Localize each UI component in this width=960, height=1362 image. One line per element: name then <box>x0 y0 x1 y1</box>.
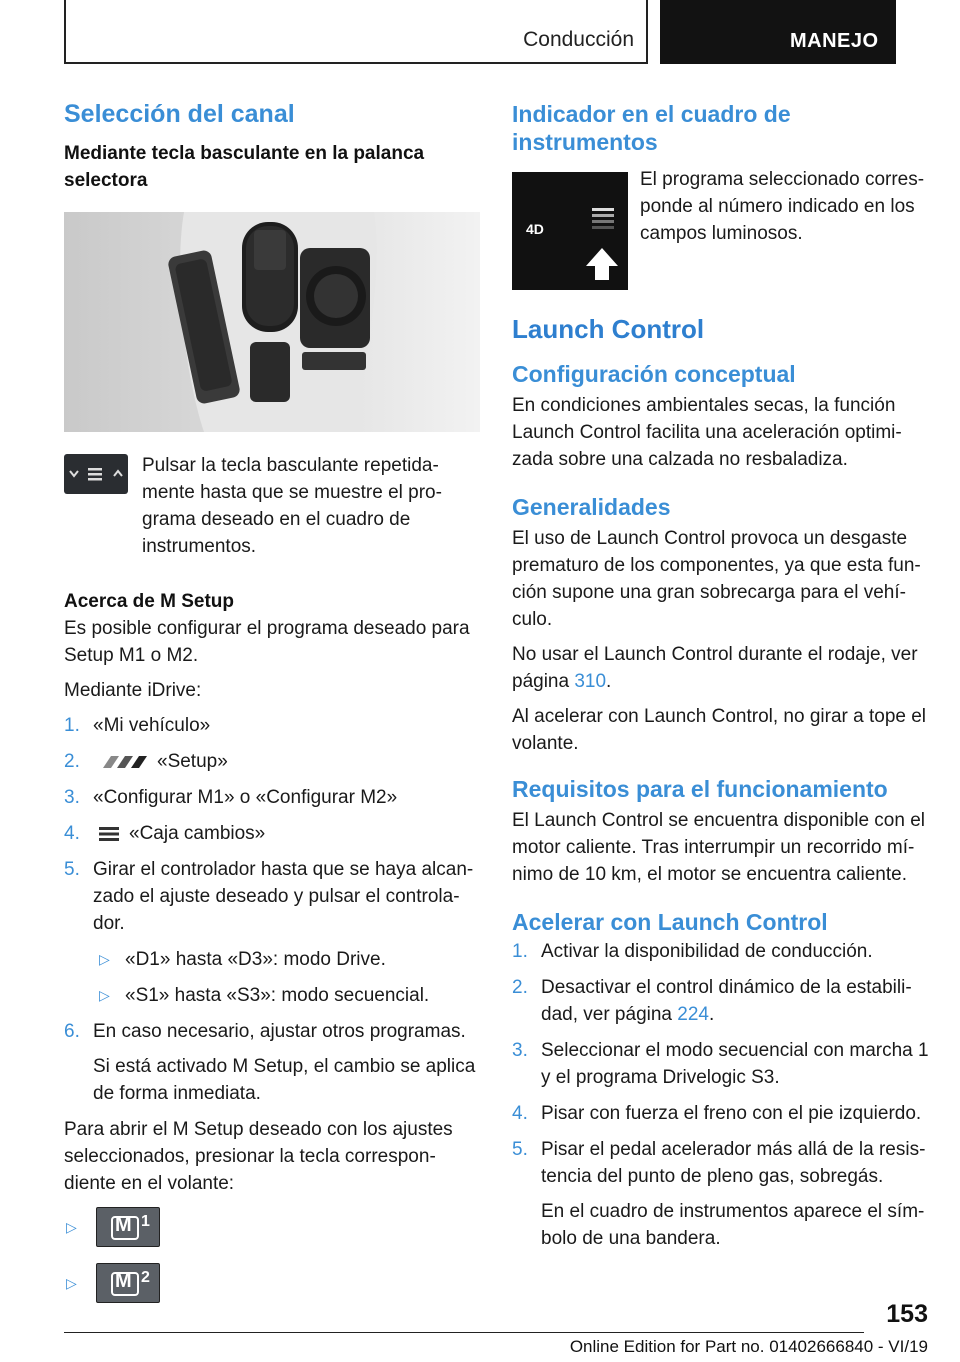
m-stripes-icon <box>99 755 149 769</box>
list-item: 6. En caso necesario, ajustar otros programas. Si está activado M Setup, el cambio se aplica de forma inmediata. <box>64 1018 480 1107</box>
m1-button-icon: M 1 <box>96 1207 160 1247</box>
list-item: 3. «Configurar M1» o «Configurar M2» <box>64 787 398 808</box>
launch-steps <box>512 938 932 1252</box>
concept-title: Configuración conceptual <box>512 361 796 387</box>
launch-control-title: Launch Control <box>512 314 705 344</box>
mode-sublist <box>93 946 480 1009</box>
msetup-paragraph-2: Mediante iDrive: <box>64 680 202 701</box>
footer-rule <box>64 1332 864 1333</box>
rocker-switch-icon <box>64 454 128 494</box>
gear-selector-photo <box>64 212 480 432</box>
instrument-indicator-block <box>512 166 932 290</box>
list-item: 5. Girar el controlador hasta que se haya alcanzado el ajuste deseado y pulsar el controlador. ▷ «D1» hasta «D3»: modo Drive. ▷ «S1» hasta «S3»: modo secuencial. <box>64 856 480 1009</box>
msetup-heading: Acerca de M Setup <box>64 591 234 612</box>
page-number: 153 <box>886 1300 928 1328</box>
accelerate-title: Acelerar con Launch Control <box>512 909 828 935</box>
list-item: 2. Desactivar el control dinámico de la estabilidad, ver página 224. <box>512 977 912 1025</box>
list-item: ▷ «S1» hasta «S3»: modo secuencial. <box>99 985 430 1006</box>
left-column <box>64 100 480 1303</box>
edition-line: Online Edition for Part no. 01402666840 - VI/19 <box>569 1337 928 1356</box>
idrive-steps <box>64 712 480 1107</box>
requirements-text: El Launch Control se encuentra disponible con el motor caliente. Tras interrumpir un recorrido mínimo de 10 km, el motor se encuentra caliente. <box>512 810 925 885</box>
right-column <box>512 100 932 1261</box>
list-item: 1. «Mi vehículo» <box>64 715 211 736</box>
list-item: ▷ «D1» hasta «D3»: modo Drive. <box>99 949 386 970</box>
list-item: 3. Seleccionar el modo secuencial con marcha 1 y el programa Drivelogic S3. <box>512 1040 929 1088</box>
steering-button-paragraph: Para abrir el M Setup deseado con los ajustes seleccionados, presionar la tecla correspondiente en el volante: <box>64 1119 453 1194</box>
general-paragraph-1: El uso de Launch Control provoca un desgaste prematuro de los componentes, ya que esta función supone una gran sobrecarga para el vehículo. <box>512 528 921 630</box>
concept-text: En condiciones ambientales secas, la función Launch Control facilita una aceleración optimizada sobre una calzada no resbaladiza. <box>512 395 902 470</box>
rocker-instruction-text: Pulsar la tecla basculante repetidamente hasta que se muestre el programa deseado en el cuadro de instrumentos. <box>142 455 442 557</box>
step6-note: Si está activado M Setup, el cambio se aplica de forma inmediata. <box>93 1056 476 1104</box>
instrument-indicator-text: El programa seleccionado corresponde al número indicado en los campos luminosos. <box>640 169 925 244</box>
section-title: Conducción <box>523 28 634 51</box>
list-item: 4. Pisar con fuerza el freno con el pie izquierdo. <box>512 1103 922 1124</box>
rocker-subtitle: Mediante tecla basculante en la palanca selectora <box>64 143 425 191</box>
list-item: 4. «Caja cambios» <box>64 823 266 844</box>
header-section-box <box>64 0 648 64</box>
m1-button-line: ▷ M 1 <box>64 1207 480 1247</box>
page-link-310[interactable]: 310 <box>574 671 607 692</box>
channel-selection-title: Selección del canal <box>64 100 295 128</box>
center-console-illustration <box>64 212 480 432</box>
general-title: Generalidades <box>512 494 671 520</box>
list-item: 5. Pisar el pedal acelerador más allá de la resistencia del punto de pleno gas, sobregás. En el cuadro de instrumentos aparece el símbolo de una bandera. <box>512 1136 932 1252</box>
rocker-instruction <box>64 452 480 560</box>
hand-pointer-icon <box>896 26 924 56</box>
page-link-224[interactable]: 224 <box>677 1004 709 1025</box>
list-item: 2. «Setup» <box>64 751 228 772</box>
instrument-display-icon <box>512 172 628 290</box>
m2-button-icon: M 2 <box>96 1263 160 1303</box>
gearbox-lines-icon <box>97 826 121 842</box>
msetup-paragraph-1: Es posible configurar el programa deseado para Setup M1 o M2. <box>64 618 470 666</box>
list-item: 1. Activar la disponibilidad de conducción. <box>512 941 873 962</box>
m2-button-line: ▷ M 2 <box>64 1263 480 1303</box>
flag-note: En el cuadro de instrumentos aparece el símbolo de una bandera. <box>541 1201 925 1249</box>
requirements-title: Requisitos para el funcionamiento <box>512 776 888 802</box>
svg-text:4D: 4D <box>526 221 544 237</box>
instrument-indicator-title: Indicador en el cuadro de instrumentos <box>512 101 791 155</box>
general-paragraph-2: No usar el Launch Control durante el rodaje, ver página 310. <box>512 644 918 692</box>
chapter-title: MANEJO <box>790 30 879 52</box>
header-chapter-box <box>660 0 896 64</box>
general-paragraph-3: Al acelerar con Launch Control, no girar a tope el volante. <box>512 706 927 754</box>
